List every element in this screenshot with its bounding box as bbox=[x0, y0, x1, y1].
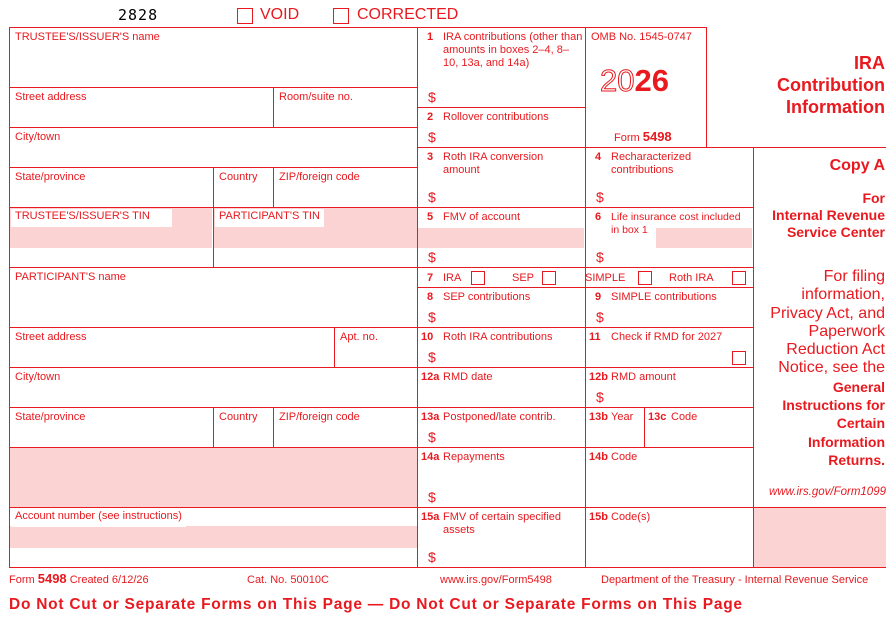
p-state-label: State/province bbox=[15, 411, 86, 423]
box13b-label: Year bbox=[611, 411, 634, 423]
box13a-label: Postponed/late contrib. bbox=[443, 411, 556, 423]
box12b-label: RMD amount bbox=[611, 371, 676, 383]
void-label: VOID bbox=[260, 6, 300, 23]
irs-line-1: Internal Revenue bbox=[772, 207, 885, 223]
form-code: 2828 bbox=[118, 6, 159, 24]
box13c-number: 13c bbox=[648, 411, 667, 423]
box1-label: IRA contributions (other than amounts in boxes 2–4, 8–10, 13a, and 14a) bbox=[443, 31, 583, 69]
box8-number: 8 bbox=[427, 291, 434, 303]
box5-number: 5 bbox=[427, 211, 434, 223]
box6-label: Life insurance cost included in box 1 bbox=[611, 211, 741, 236]
box15b-number: 15b bbox=[589, 511, 608, 523]
city-label: City/town bbox=[15, 131, 61, 143]
rmd-checkbox[interactable] bbox=[732, 351, 746, 365]
box7-ira-label: IRA bbox=[443, 272, 462, 284]
omb-form-number: 5498 bbox=[642, 129, 672, 144]
box8-label: SEP contributions bbox=[443, 291, 531, 303]
irs-line-2: Service Center bbox=[786, 224, 885, 240]
zip-label: ZIP/foreign code bbox=[279, 171, 360, 183]
filing-line-3: Privacy Act, and bbox=[770, 304, 885, 322]
p-zip-label: ZIP/foreign code bbox=[279, 411, 360, 423]
box7-roth-label: Roth IRA bbox=[669, 272, 714, 284]
footer-form-label: Form bbox=[9, 574, 35, 586]
box13a-number: 13a bbox=[421, 411, 440, 423]
corrected-label: CORRECTED bbox=[357, 6, 459, 23]
copy-a-for bbox=[772, 190, 885, 241]
void-checkbox[interactable] bbox=[237, 8, 253, 24]
footer-url[interactable]: www.irs.gov/Form5498 bbox=[440, 574, 552, 586]
filing-line-5: Reduction Act bbox=[786, 341, 885, 359]
box15a-label: FMV of certain specified assets bbox=[443, 511, 561, 536]
irs-url[interactable]: www.irs.gov/Form1099 bbox=[769, 486, 886, 498]
box12a-label: RMD date bbox=[443, 371, 493, 383]
box3-number: 3 bbox=[427, 151, 434, 163]
filing-notice bbox=[770, 268, 885, 469]
box4-dollar: $ bbox=[596, 189, 604, 205]
box7-number: 7 bbox=[427, 272, 434, 284]
blank-shade bbox=[10, 448, 417, 508]
tax-year-outline: 20 bbox=[600, 63, 635, 98]
box4-number: 4 bbox=[595, 151, 602, 163]
account-shade bbox=[10, 526, 417, 548]
box5-label: FMV of account bbox=[443, 211, 521, 223]
state-label: State/province bbox=[15, 171, 86, 183]
room-label: Room/suite no. bbox=[279, 91, 353, 103]
roth-ira-checkbox[interactable] bbox=[732, 271, 746, 285]
filing-line-4: Paperwork bbox=[808, 322, 885, 340]
box11-number: 11 bbox=[589, 331, 601, 343]
p-country-label: Country bbox=[219, 411, 258, 423]
p-street-label: Street address bbox=[15, 331, 87, 343]
omb-form bbox=[614, 130, 672, 145]
title-line-2: Contribution bbox=[777, 75, 885, 95]
box4-label: Recharacterized contributions bbox=[611, 151, 692, 176]
ira-checkbox[interactable] bbox=[471, 271, 485, 285]
box9-dollar: $ bbox=[596, 309, 604, 325]
copy-a: Copy A bbox=[829, 157, 885, 174]
box7-simple-label: SIMPLE bbox=[585, 272, 626, 284]
country-label: Country bbox=[219, 171, 258, 183]
street-label: Street address bbox=[15, 91, 87, 103]
omb-number: OMB No. 1545-0747 bbox=[591, 31, 692, 43]
p-apt-label: Apt. no. bbox=[340, 331, 378, 343]
box3-dollar: $ bbox=[428, 189, 436, 205]
box2-dollar: $ bbox=[428, 129, 436, 145]
general-line-4: Information bbox=[808, 433, 885, 450]
box9-label: SIMPLE contributions bbox=[611, 291, 717, 303]
fmv-shade bbox=[418, 228, 584, 248]
footer-form-number: 5498 bbox=[37, 571, 67, 586]
box13c-label: Code bbox=[671, 411, 698, 423]
title-line-1: IRA bbox=[854, 53, 885, 73]
box14b-number: 14b bbox=[589, 451, 608, 463]
box1-dollar: $ bbox=[428, 89, 436, 105]
p-city-label: City/town bbox=[15, 371, 61, 383]
footer-dept: Department of the Treasury - Internal Revenue Service bbox=[601, 574, 869, 586]
sep-checkbox[interactable] bbox=[542, 271, 556, 285]
box15b-label: Code(s) bbox=[611, 511, 651, 523]
box7-sep-label: SEP bbox=[512, 272, 535, 284]
participant-tin-label: PARTICIPANT'S TIN bbox=[215, 209, 324, 227]
corner-shade bbox=[753, 508, 886, 568]
box12b-dollar: $ bbox=[596, 389, 604, 405]
for-line: For bbox=[862, 190, 885, 206]
general-line-1: General bbox=[832, 378, 885, 395]
box3-label: Roth IRA conversion amount bbox=[443, 151, 544, 176]
simple-checkbox[interactable] bbox=[638, 271, 652, 285]
box2-label: Rollover contributions bbox=[443, 111, 549, 123]
footer-warning: Do Not Cut or Separate Forms on This Page — Do Not Cut or Separate Forms on This Page bbox=[9, 596, 743, 613]
filing-line-1: For filing bbox=[823, 268, 885, 285]
box6-number: 6 bbox=[595, 211, 602, 223]
title-line-3: Information bbox=[786, 97, 885, 117]
box15a-dollar: $ bbox=[428, 549, 436, 565]
tax-year-bold: 26 bbox=[634, 63, 669, 98]
box10-dollar: $ bbox=[428, 349, 436, 365]
box12b-number: 12b bbox=[589, 371, 608, 383]
footer-form bbox=[9, 572, 149, 587]
box5-dollar: $ bbox=[428, 249, 436, 265]
footer-created: Created 6/12/26 bbox=[69, 574, 149, 586]
box2-number: 2 bbox=[427, 111, 434, 123]
participant-name-label: PARTICIPANT'S name bbox=[15, 271, 126, 283]
box14a-dollar: $ bbox=[428, 489, 436, 505]
box13b-number: 13b bbox=[589, 411, 608, 423]
box10-label: Roth IRA contributions bbox=[443, 331, 553, 343]
box14b-label: Code bbox=[611, 451, 638, 463]
footer-cat: Cat. No. 50010C bbox=[247, 574, 329, 586]
box15a-number: 15a bbox=[421, 511, 440, 523]
form-title bbox=[777, 52, 885, 118]
box10-number: 10 bbox=[421, 331, 434, 343]
box14a-label: Repayments bbox=[443, 451, 505, 463]
account-label: Account number (see instructions) bbox=[11, 509, 186, 527]
box8-dollar: $ bbox=[428, 309, 436, 325]
box9-number: 9 bbox=[595, 291, 602, 303]
box11-label: Check if RMD for 2027 bbox=[611, 331, 723, 343]
general-line-5: Returns. bbox=[828, 451, 885, 468]
filing-line-6: Notice, see the bbox=[778, 359, 885, 377]
filing-line-2: information, bbox=[801, 286, 885, 304]
box12a-number: 12a bbox=[421, 371, 440, 383]
corrected-checkbox[interactable] bbox=[333, 8, 349, 24]
trustee-tin-label: TRUSTEE'S/ISSUER'S TIN bbox=[11, 209, 172, 227]
trustee-name-label: TRUSTEE'S/ISSUER'S name bbox=[15, 31, 160, 43]
box14a-number: 14a bbox=[421, 451, 440, 463]
general-line-3: Certain bbox=[836, 415, 885, 432]
omb-form-label: Form bbox=[614, 132, 640, 144]
general-line-2: Instructions for bbox=[782, 397, 885, 414]
tax-year bbox=[600, 64, 669, 98]
box1-number: 1 bbox=[427, 31, 434, 43]
box13a-dollar: $ bbox=[428, 429, 436, 445]
box6-dollar: $ bbox=[596, 249, 604, 265]
